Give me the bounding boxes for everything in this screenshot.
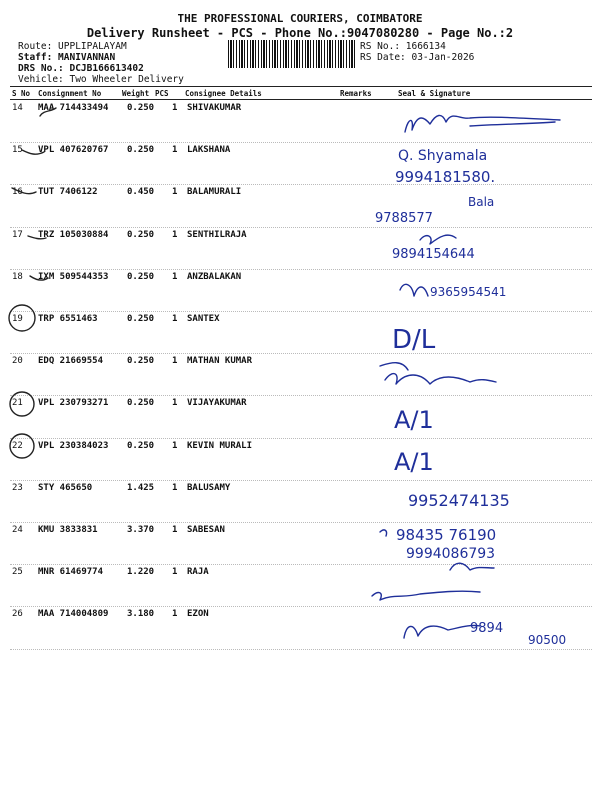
row-sno: 21 (12, 398, 23, 409)
hw-phone-18: 9365954541 (430, 285, 507, 299)
col-seal: Seal & Signature (398, 89, 471, 98)
col-pcs: PCS (155, 89, 169, 98)
drs-label: DRS No.: DCJB166613402 (18, 63, 144, 74)
row-consignment: TRZ 105030884 (38, 229, 109, 240)
tick-16 (12, 188, 36, 194)
row-weight: 0.250 (127, 356, 155, 367)
signature-18 (400, 284, 428, 296)
row-consignee: ANZBALAKAN (187, 271, 242, 282)
hw-status-21: A/1 (394, 406, 434, 434)
signature-17 (420, 235, 456, 244)
row-pcs: 1 (172, 103, 178, 113)
company-title: THE PROFESSIONAL COURIERS, COIMBATORE (177, 12, 423, 25)
row-sno: 26 (12, 609, 23, 620)
row-consignee: VIJAYAKUMAR (187, 398, 247, 409)
tick-15 (22, 150, 44, 154)
row-sno: 25 (12, 567, 23, 578)
col-remarks: Remarks (340, 89, 372, 98)
row-sno: 20 (12, 356, 23, 367)
col-consignment: Consignment No (38, 89, 102, 98)
col-sno: S No (12, 89, 31, 98)
hw-phone-26b: 90500 (528, 633, 567, 647)
hw-phone-26a: 9894 (470, 621, 504, 636)
row-consignee: RAJA (187, 567, 209, 578)
hw-phone-17: 9894154644 (392, 247, 475, 262)
row-sno: 23 (12, 482, 23, 493)
hw-name-16: Bala (468, 195, 495, 209)
row-consignee: SHIVAKUMAR (187, 103, 242, 113)
col-weight: Weight (122, 89, 150, 98)
row-pcs: 1 (172, 398, 178, 409)
row-consignment: VPL 407620767 (38, 145, 109, 156)
circle-22 (10, 434, 34, 458)
row-sno: 18 (12, 271, 23, 282)
hw-phone-24a: 98435 76190 (396, 526, 497, 544)
row-weight: 1.220 (127, 567, 155, 578)
row-sno: 17 (12, 229, 23, 240)
row-consignment: KMU 3833831 (38, 525, 98, 535)
row-pcs: 1 (172, 482, 178, 493)
rs-number: RS No.: 1666134 (360, 41, 446, 52)
hw-phone-24b: 9994086793 (406, 546, 496, 562)
row-consignment: EDQ 21669554 (38, 356, 104, 367)
staff-label: Staff: MANIVANNAN (18, 52, 116, 63)
row-pcs: 1 (172, 567, 178, 578)
row-sno: 15 (12, 145, 23, 156)
row-pcs: 1 (172, 145, 178, 156)
row-weight: 0.250 (127, 440, 155, 451)
row-weight: 0.250 (127, 103, 155, 113)
row-consignee: KEVIN MURALI (187, 440, 253, 451)
row-weight: 0.250 (127, 271, 155, 282)
row-consignment: TRP 6551463 (38, 314, 98, 324)
row-weight: 0.250 (127, 145, 155, 156)
signature-26 (404, 625, 480, 638)
col-consignee: Consignee Details (185, 89, 262, 98)
row-pcs: 1 (172, 356, 178, 367)
vehicle-label: Vehicle: Two Wheeler Delivery (18, 74, 184, 85)
row-consignment: STY 465650 (38, 482, 93, 493)
row-weight: 3.180 (127, 609, 155, 620)
row-consignee: BALAMURALI (187, 187, 242, 198)
row-consignee: LAKSHANA (187, 145, 231, 156)
row-sno: 14 (12, 103, 23, 113)
signature-24 (380, 530, 387, 536)
row-weight: 0.250 (127, 398, 155, 409)
row-pcs: 1 (172, 525, 178, 535)
row-pcs: 1 (172, 609, 178, 620)
rs-date: RS Date: 03-Jan-2026 (360, 52, 475, 63)
signature-25-mark (450, 563, 494, 570)
row-sno: 24 (12, 525, 23, 535)
row-weight: 0.250 (127, 229, 155, 240)
row-weight: 1.425 (127, 482, 155, 493)
row-consignment: VPL 230793271 (38, 398, 109, 409)
row-pcs: 1 (172, 271, 178, 282)
row-sno: 22 (12, 440, 23, 451)
row-pcs: 1 (172, 440, 178, 451)
row-weight: 0.450 (127, 187, 155, 198)
row-sno: 16 (12, 187, 23, 198)
hw-phone-16: 9788577 (375, 211, 433, 226)
hw-phone-15: 9994181580. (395, 168, 496, 186)
row-consignee: EZON (187, 609, 209, 620)
row-consignee: BALUSAMY (187, 482, 231, 493)
row-pcs: 1 (172, 229, 178, 240)
row-pcs: 1 (172, 314, 178, 324)
row-sno: 19 (12, 314, 23, 324)
hw-status-19: D/L (392, 325, 436, 355)
circle-19 (9, 305, 35, 331)
signature-20 (385, 374, 496, 384)
circle-21 (10, 392, 34, 416)
row-consignment: MAA 714004809 (38, 609, 109, 620)
row-consignee: MATHAN KUMAR (187, 356, 253, 367)
row-weight: 0.250 (127, 314, 155, 324)
runsheet-subtitle: Delivery Runsheet - PCS - Phone No.:9047080280 - Page No.:2 (86, 26, 514, 40)
hw-status-22: A/1 (394, 448, 434, 476)
row-weight: 3.370 (127, 525, 155, 535)
tick-17 (28, 236, 46, 239)
row-consignment: MAA 714433494 (38, 103, 109, 113)
row-consignment: VPL 230384023 (38, 440, 109, 451)
tick-18 (30, 276, 48, 280)
row-consignee: SENTHILRAJA (187, 229, 247, 240)
row-consignee: SABESAN (187, 525, 225, 535)
hw-phone-23: 9952474135 (408, 491, 510, 510)
row-consignment: IXM 509544353 (38, 271, 109, 282)
signature-14 (405, 115, 560, 132)
row-consignment: TUT 7406122 (38, 187, 98, 198)
signature-25 (372, 591, 480, 600)
row-consignment: MNR 61469774 (38, 567, 104, 578)
hw-name-15: Q. Shyamala (398, 148, 488, 164)
tick-20 (380, 363, 408, 370)
row-pcs: 1 (172, 187, 178, 198)
row-consignee: SANTEX (187, 314, 220, 324)
tick-14 (40, 108, 56, 116)
route-label: Route: UPPLIPALAYAM (18, 41, 127, 52)
